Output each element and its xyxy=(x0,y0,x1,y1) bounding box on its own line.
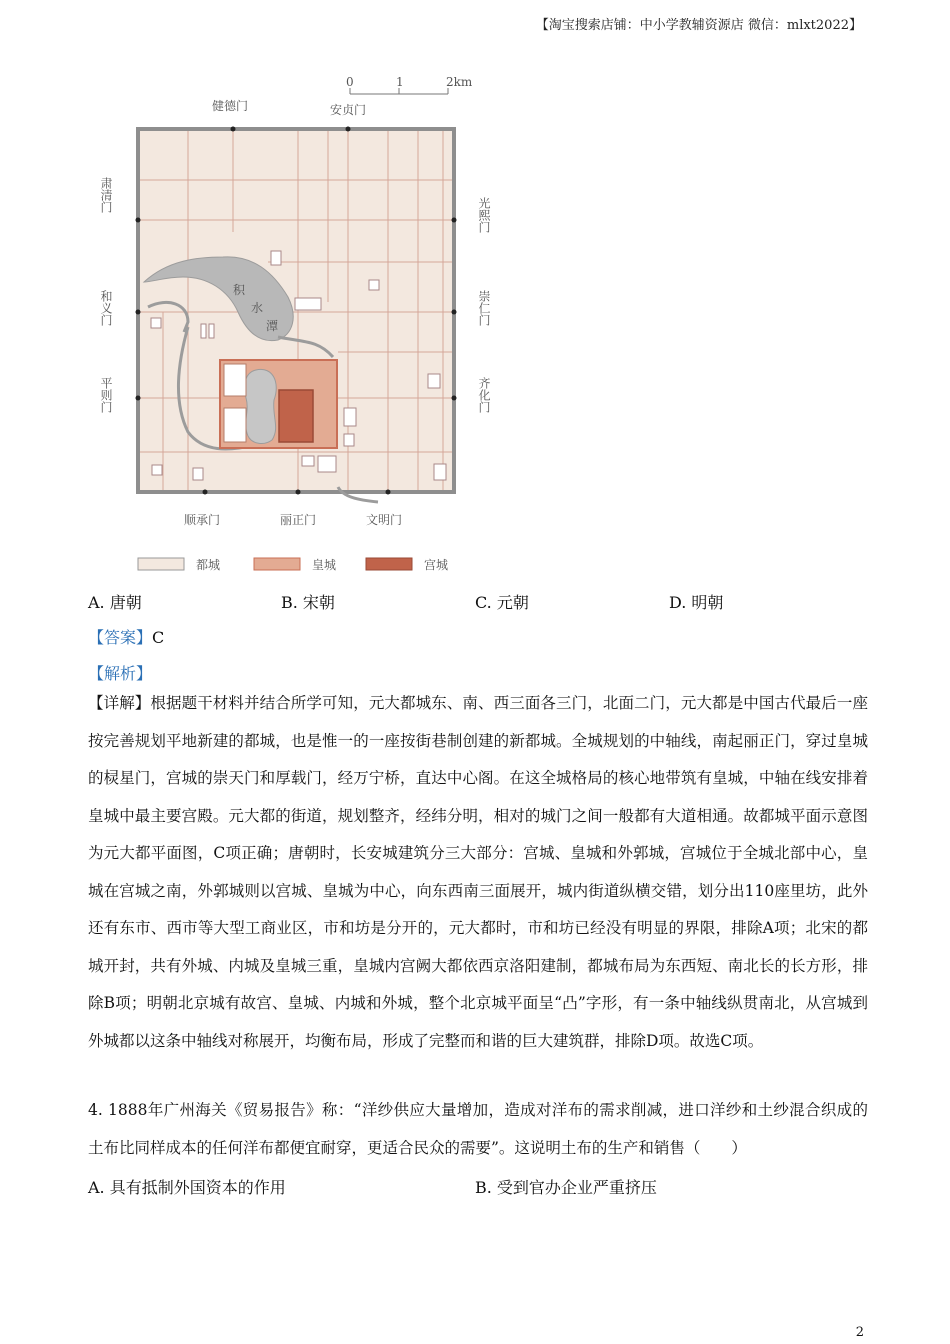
gate-shuncheng: 顺承门 xyxy=(184,513,221,527)
lake-char-3: 潭 xyxy=(266,319,279,333)
lake-char-1: 积 xyxy=(233,283,246,297)
legend-label-huangcheng: 皇城 xyxy=(312,558,337,572)
detail-text: 根据题干材料并结合所学可知，元大都城东、南、西三面各三门，北面二门，元大都是中国古代最后一座按完善规划平地新建的都城，也是惟一的一座按街巷制创建的新都城。全城规划的中轴线，南起丽正门，穿过皇城的棂星门，宫城的崇天门和厚载门，经万宁桥，直达中心阁。在这全城格局的核心地带筑有皇城，中轴在线安排着皇城中最主要宫殿。元大都的街道，规划整齐，经纬分明，相对的城门之间一般都有大道相通。故都城平面示意图为元大都平面图，C项正确；唐朝时，长安城建筑分三大部分：宫城、皇城和外郭城，宫城位于全城北部中心，皇城在宫城之南，外郭城则以宫城、皇城为中心，向东西南三面展开，城内街道纵横交错，划分出110座里坊，此外还有东市、西市等大型工商业区，市和坊是分开的，元大都时，市和坊已经没有明显的界限，排除A项；北宋的都城开封，共有外城、内城及皇城三重，皇城内宫阙大都依西京洛阳建制，都城布局为东西短、南北长的长方形，排除B项；明朝北京城有故宫、皇城、内城和外城，整个北京城平面呈“凸”字形，有一条中轴线纵贯南北，从宫城到外城都以这条中轴线对称展开，均衡布局，形成了完整而和谐的巨大建筑群，排除D项。故选C项。 xyxy=(88,694,868,1050)
option-a: A. 唐朝 xyxy=(88,593,142,612)
scale-zero: 0 xyxy=(346,75,354,89)
gate-suqing: 肃清门 xyxy=(99,177,113,213)
answer-line xyxy=(88,625,164,648)
detail-tag: 【详解】 xyxy=(88,694,151,712)
scale-two: 2km xyxy=(446,75,473,89)
question-4-option-b: B. 受到官办企业严重挤压 xyxy=(475,1178,657,1197)
detail-paragraph xyxy=(88,685,868,1060)
building xyxy=(224,408,246,442)
analysis-tag: 【解析】 xyxy=(88,664,153,683)
gate-heyi: 和义门 xyxy=(99,290,113,326)
legend-label-ducheng: 都城 xyxy=(196,558,221,572)
gate-wenming: 文明门 xyxy=(366,513,403,527)
option-d: D. 明朝 xyxy=(669,593,724,612)
gate-pingze: 平则门 xyxy=(99,377,113,413)
answer-tag: 【答案】 xyxy=(88,628,153,647)
gate-qihua: 齐化门 xyxy=(477,377,491,413)
gate-chongren: 崇仁门 xyxy=(477,290,491,326)
question-4-stem: 4. 1888年广州海关《贸易报告》称：“洋纱供应大量增加，造成对洋布的需求削减，进口洋纱和土纱混合织成的土布比同样成本的任何洋布都便宜耐穿，更适合民众的需要”。这说明土布的生产和销售（ ） xyxy=(88,1101,868,1157)
option-b: B. 宋朝 xyxy=(281,593,335,612)
city-plan-figure xyxy=(88,72,508,582)
gate-guangxi: 光熙门 xyxy=(477,197,491,233)
option-c: C. 元朝 xyxy=(475,593,529,612)
page-number: 2 xyxy=(855,1325,864,1340)
gate-lizheng: 丽正门 xyxy=(280,513,317,527)
scale-one: 1 xyxy=(396,75,404,89)
gate-anzhen: 安贞门 xyxy=(330,103,367,117)
legend-swatch-huangcheng xyxy=(254,558,300,570)
building xyxy=(224,364,246,396)
page-header: 【淘宝搜索店铺：中小学教辅资源店 微信：mlxt2022】 xyxy=(535,18,862,33)
yuan-dadu-map xyxy=(88,72,508,582)
map-legend xyxy=(138,557,448,572)
question-4-option-a: A. 具有抵制外国资本的作用 xyxy=(88,1178,286,1197)
legend-swatch-ducheng xyxy=(138,558,184,570)
answer-value: C xyxy=(152,628,165,647)
legend-label-gongcheng: 宫城 xyxy=(424,558,449,572)
legend-swatch-gongcheng xyxy=(366,558,412,570)
lake-char-2: 水 xyxy=(251,301,264,315)
gongcheng-area xyxy=(279,390,313,442)
taiye-lake xyxy=(244,369,276,443)
gate-jiande: 健德门 xyxy=(212,99,249,113)
